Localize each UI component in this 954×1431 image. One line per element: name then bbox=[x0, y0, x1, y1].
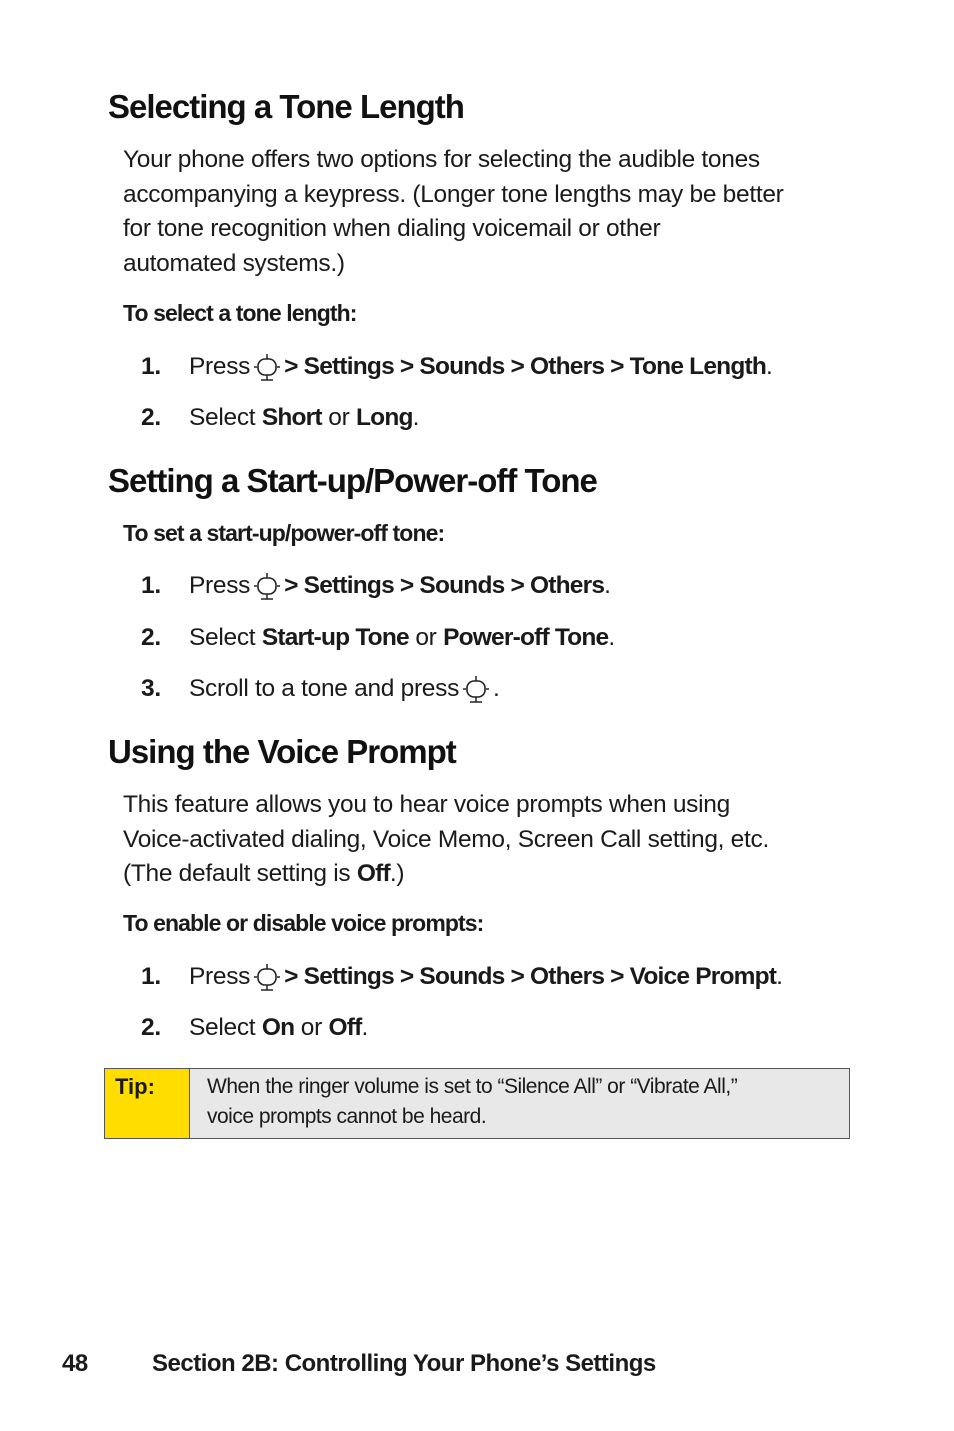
step-lead: Select bbox=[189, 624, 256, 651]
section-title-voice-prompt: Using the Voice Prompt bbox=[108, 733, 456, 770]
option-poweroff-tone: Power-off Tone bbox=[443, 624, 609, 651]
option-short: Short bbox=[261, 404, 322, 431]
step-number: 3. bbox=[141, 675, 161, 702]
step-number: 2. bbox=[141, 624, 161, 651]
step-lead: Scroll to a tone and press bbox=[189, 675, 460, 702]
body-line: accompanying a keypress. (Longer tone lengths may be better bbox=[123, 180, 784, 208]
step-end: . bbox=[766, 353, 773, 380]
body-line: Voice-activated dialing, Voice Memo, Screen Call setting, etc. bbox=[123, 825, 769, 853]
subheading-tone-length: To select a tone length: bbox=[123, 300, 357, 326]
step-2 bbox=[141, 402, 419, 434]
menu-ok-key-icon bbox=[253, 353, 281, 381]
step-number: 2. bbox=[141, 1014, 161, 1041]
tip-text bbox=[190, 1069, 737, 1138]
step-1 bbox=[141, 570, 611, 602]
body-line-end: .) bbox=[389, 860, 405, 887]
step-number: 2. bbox=[141, 404, 161, 431]
step-2 bbox=[141, 622, 615, 654]
menu-ok-key-icon bbox=[462, 675, 490, 703]
step-mid: or bbox=[300, 1014, 322, 1041]
step-end: . bbox=[604, 572, 611, 599]
menu-ok-key-icon bbox=[253, 963, 281, 991]
step-1 bbox=[141, 961, 783, 993]
page-number: 48 bbox=[62, 1350, 88, 1377]
step-mid: or bbox=[415, 624, 437, 651]
menu-path: > Settings > Sounds > Others bbox=[284, 572, 605, 599]
step-number: 1. bbox=[141, 572, 161, 599]
step-number: 1. bbox=[141, 963, 161, 990]
step-3 bbox=[141, 673, 500, 705]
menu-ok-key-icon bbox=[253, 572, 281, 600]
step-end: . bbox=[493, 675, 500, 702]
default-setting: Off bbox=[356, 860, 390, 887]
body-line: (The default setting is bbox=[123, 860, 351, 887]
option-off: Off bbox=[328, 1014, 362, 1041]
body-line: for tone recognition when dialing voicemail or other bbox=[123, 215, 661, 242]
tip-line: voice prompts cannot be heard. bbox=[207, 1105, 487, 1128]
subheading-startup-tone: To set a start-up/power-off tone: bbox=[123, 520, 445, 546]
step-lead: Press bbox=[189, 353, 251, 380]
step-end: . bbox=[412, 404, 420, 431]
step-lead: Press bbox=[189, 963, 251, 990]
step-lead: Press bbox=[189, 572, 251, 599]
section-body-tone-length bbox=[123, 143, 784, 281]
step-1 bbox=[141, 351, 773, 383]
option-on: On bbox=[261, 1014, 295, 1041]
section-body-voice-prompt bbox=[123, 788, 769, 892]
menu-path: > Settings > Sounds > Others > Tone Length bbox=[284, 353, 767, 380]
step-lead: Select bbox=[189, 404, 256, 431]
body-line: This feature allows you to hear voice prompts when using bbox=[123, 791, 730, 818]
step-lead: Select bbox=[189, 1014, 256, 1041]
option-startup-tone: Start-up Tone bbox=[261, 624, 409, 651]
option-long: Long bbox=[356, 404, 413, 431]
tip-line: When the ringer volume is set to “Silence All” or “Vibrate All,” bbox=[207, 1075, 738, 1098]
step-mid: or bbox=[328, 404, 350, 431]
section-title-startup-tone: Setting a Start-up/Power-off Tone bbox=[108, 462, 597, 499]
body-line: automated systems.) bbox=[123, 249, 345, 277]
tip-box bbox=[104, 1068, 850, 1139]
step-2 bbox=[141, 1012, 368, 1044]
subheading-voice-prompt: To enable or disable voice prompts: bbox=[123, 910, 484, 936]
step-end: . bbox=[361, 1014, 368, 1041]
body-line: Your phone offers two options for selecting the audible tones bbox=[123, 146, 760, 173]
tip-label: Tip: bbox=[105, 1069, 190, 1138]
step-end: . bbox=[776, 963, 783, 990]
menu-path: > Settings > Sounds > Others > Voice Prompt bbox=[284, 963, 777, 990]
step-number: 1. bbox=[141, 353, 161, 380]
step-end: . bbox=[608, 624, 615, 651]
footer-section-title: Section 2B: Controlling Your Phone’s Settings bbox=[152, 1350, 656, 1377]
section-title-tone-length: Selecting a Tone Length bbox=[108, 88, 464, 125]
